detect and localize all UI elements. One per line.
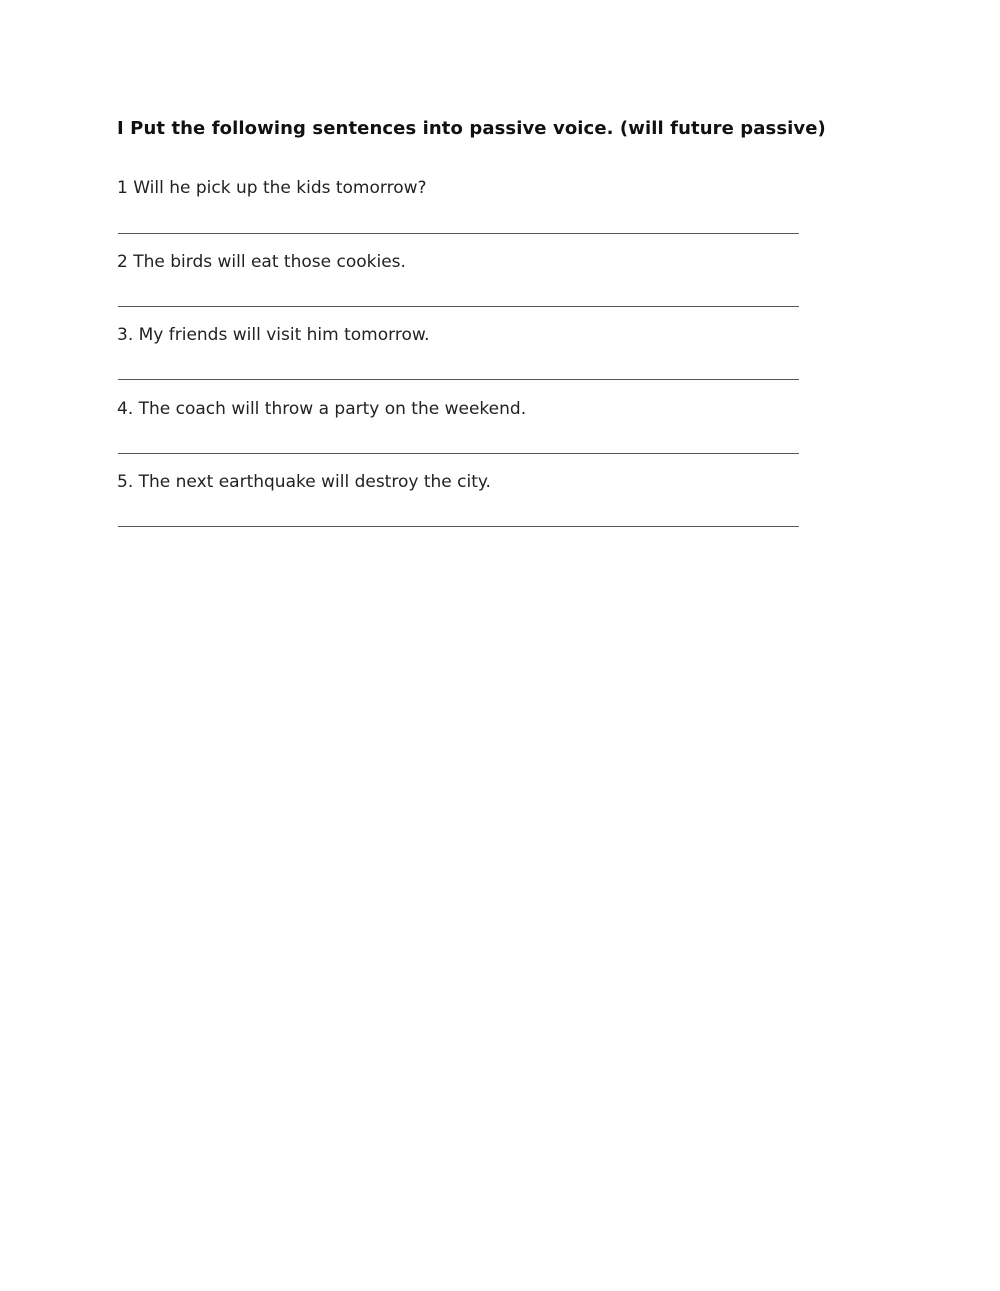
exercise-heading: I Put the following sentences into passive voice. (will future passive) [117,118,826,139]
question-1: 1 Will he pick up the kids tomorrow? [117,178,427,198]
question-3: 3. My friends will visit him tomorrow. [117,325,430,345]
answer-line-1[interactable] [118,233,799,234]
question-4: 4. The coach will throw a party on the weekend. [117,399,527,419]
answer-line-4[interactable] [118,453,799,454]
question-2: 2 The birds will eat those cookies. [117,252,406,272]
answer-line-2[interactable] [118,306,799,307]
question-5: 5. The next earthquake will destroy the city. [117,472,491,492]
answer-line-3[interactable] [118,379,799,380]
answer-line-5[interactable] [118,526,799,527]
